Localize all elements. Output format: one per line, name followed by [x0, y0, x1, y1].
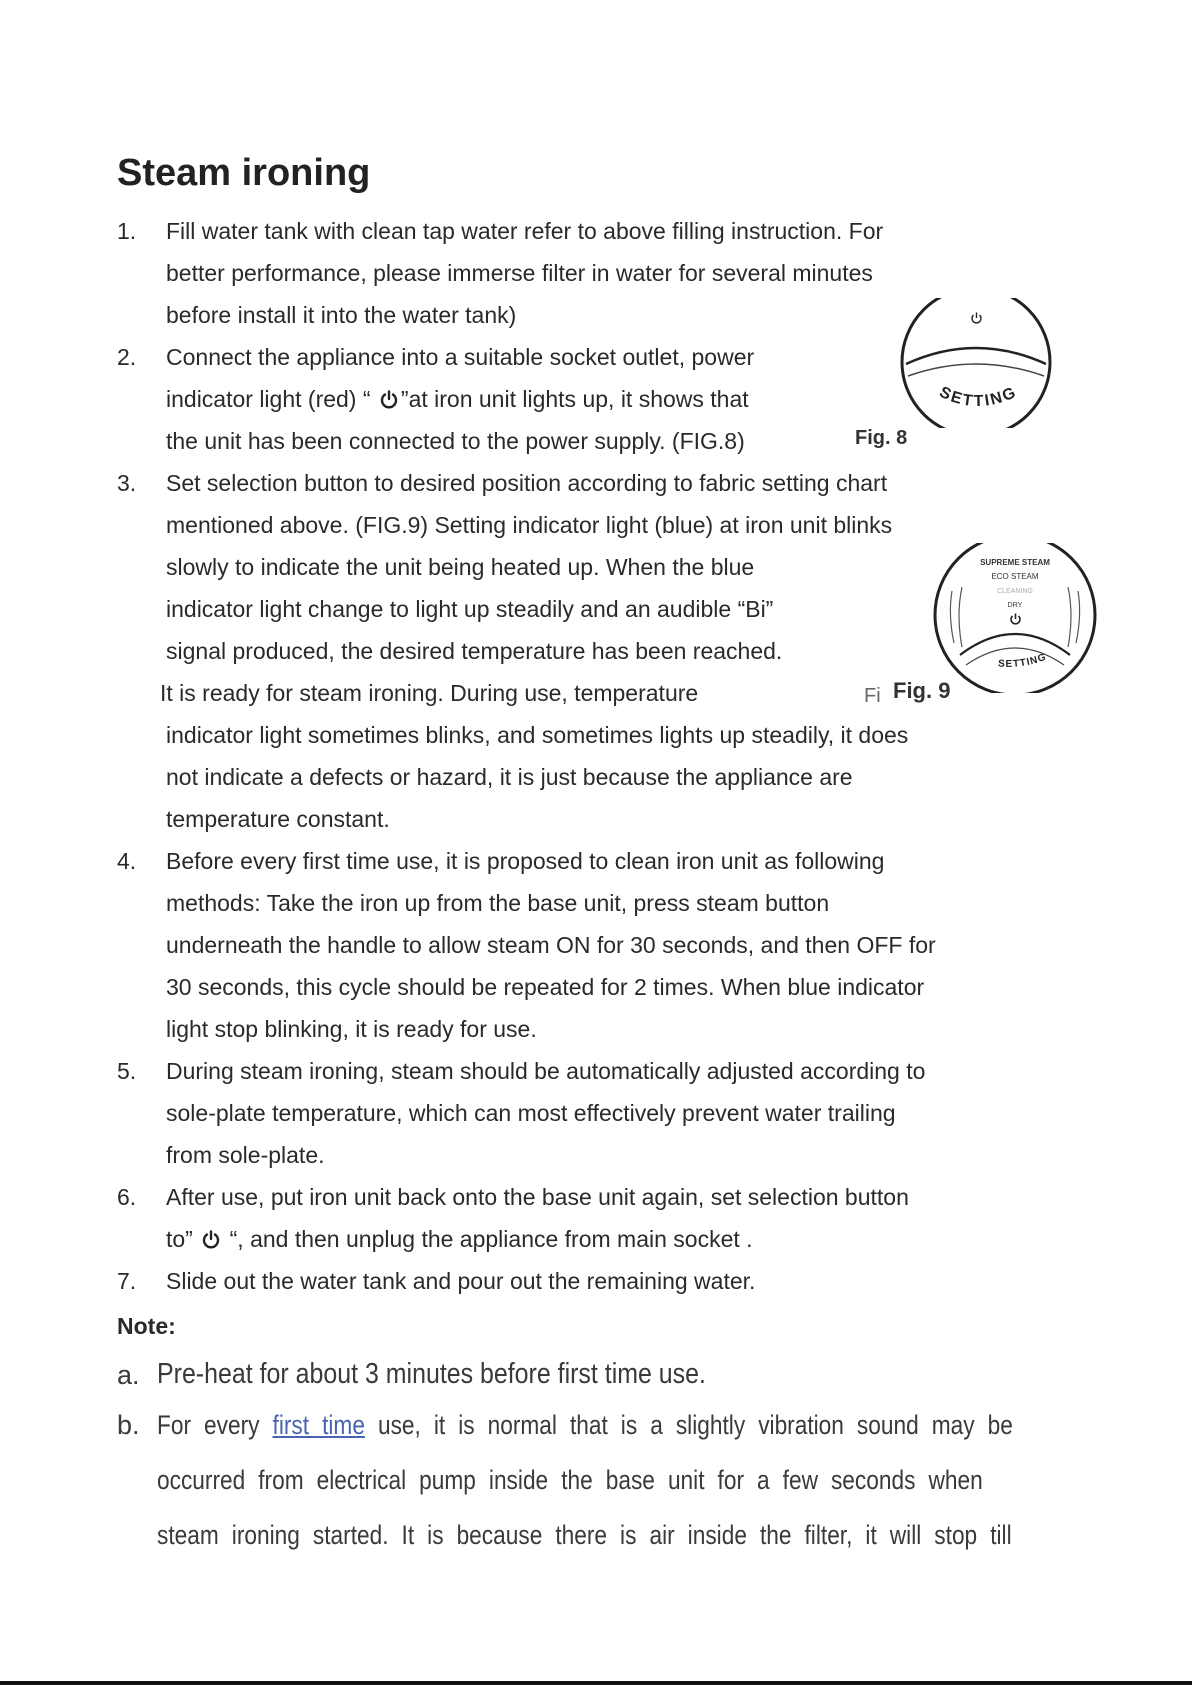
- page-title: Steam ironing: [117, 152, 371, 194]
- note-text: use, it is normal that is a slightly vibration sound may be: [364, 1410, 1013, 1440]
- step-number: 6.: [117, 1184, 137, 1210]
- fig8-dial-illustration: [900, 298, 1060, 428]
- step-line: [166, 1218, 1077, 1260]
- step-line: methods: Take the iron up from the base unit, press steam button: [166, 890, 830, 916]
- list-item: [117, 1260, 1077, 1302]
- power-icon: [379, 390, 399, 410]
- step-line: temperature constant.: [166, 806, 390, 832]
- step-line: sole-plate temperature, which can most effectively prevent water trailing: [166, 1100, 896, 1126]
- step-text: indicator light (red) “: [166, 386, 377, 412]
- step-line: the unit has been connected to the power supply. (FIG.8): [166, 428, 745, 454]
- step-line: 30 seconds, this cycle should be repeated for 2 times. When blue indicator: [166, 974, 925, 1000]
- step-line: indicator light sometimes blinks, and sometimes lights up steadily, it does: [166, 722, 909, 748]
- step-number: 4.: [117, 848, 137, 874]
- step-number: 7.: [117, 1268, 137, 1294]
- power-icon: [201, 1230, 221, 1250]
- step-line: before install it into the water tank): [166, 302, 517, 328]
- step-line: Connect the appliance into a suitable socket outlet, power: [166, 344, 755, 370]
- fig9-dial-illustration: [930, 543, 1100, 693]
- step-line: Fill water tank with clean tap water refer to above filling instruction. For: [166, 218, 884, 244]
- step-number: 1.: [117, 218, 137, 244]
- fig9-label: Fig. 9: [893, 678, 951, 703]
- step-line: indicator light change to light up steadily and an audible “Bi”: [166, 596, 774, 622]
- note-line: Pre-heat for about 3 minutes before first time use.: [157, 1358, 706, 1390]
- first-time-link[interactable]: first time: [272, 1410, 365, 1440]
- fig9-option: SUPREME STEAM: [980, 558, 1050, 567]
- step-line: slowly to indicate the unit being heated up. When the blue: [166, 554, 755, 580]
- step-line: light stop blinking, it is ready for use.: [166, 1016, 537, 1042]
- step-line: Set selection button to desired position according to fabric setting chart: [166, 470, 888, 496]
- list-item: [117, 840, 1077, 1050]
- note-letter: b.: [117, 1410, 140, 1440]
- step-text: ”at iron unit lights up, it shows that: [400, 386, 749, 412]
- fig9-option: CLEANING: [997, 588, 1033, 595]
- list-item: [117, 1350, 1077, 1398]
- note-line: steam ironing started. It is because there is air inside the filter, it will stop till: [157, 1520, 1012, 1550]
- step-text: to”: [166, 1226, 200, 1252]
- fig8-label: Fig. 8: [855, 427, 908, 449]
- step-line: During steam ironing, steam should be automatically adjusted according to: [166, 1058, 926, 1084]
- step-line: Before every first time use, it is proposed to clean iron unit as following: [166, 848, 885, 874]
- setting-label: SETTING: [997, 651, 1049, 670]
- step-line: better performance, please immerse filter in water for several minutes: [166, 260, 873, 286]
- note-line: occurred from electrical pump inside the base unit for a few seconds when: [157, 1465, 983, 1495]
- list-item: [117, 1050, 1077, 1176]
- setting-label: SETTING: [936, 383, 1020, 411]
- fig9-option: DRY: [1007, 602, 1023, 609]
- step-line: underneath the handle to allow steam ON for 30 seconds, and then OFF for: [166, 932, 936, 958]
- step-line: signal produced, the desired temperature has been reached.: [166, 638, 783, 664]
- fig9-stray-label: Fi: [864, 685, 881, 707]
- step-line: from sole-plate.: [166, 1142, 325, 1168]
- note-text: For every: [157, 1410, 273, 1440]
- step-line: It is ready for steam ironing. During use, temperature: [160, 680, 699, 706]
- step-number: 2.: [117, 344, 137, 370]
- page-bottom-border: [0, 1681, 1192, 1685]
- step-text: “, and then unplug the appliance from main socket .: [223, 1226, 753, 1252]
- note-line: [157, 1398, 1013, 1453]
- list-item: [117, 1176, 1077, 1260]
- step-number: 5.: [117, 1058, 137, 1084]
- list-item: [117, 1398, 1077, 1563]
- note-letter: a.: [117, 1360, 140, 1390]
- note-heading: Note:: [117, 1313, 176, 1339]
- fig9-option: ECO STEAM: [991, 572, 1039, 581]
- step-line: mentioned above. (FIG.9) Setting indicator light (blue) at iron unit blinks: [166, 512, 893, 538]
- step-line: After use, put iron unit back onto the base unit again, set selection button: [166, 1184, 909, 1210]
- step-line: Slide out the water tank and pour out the remaining water.: [166, 1268, 756, 1294]
- notes-list: [117, 1350, 1077, 1563]
- step-number: 3.: [117, 470, 137, 496]
- step-line: not indicate a defects or hazard, it is just because the appliance are: [166, 764, 853, 790]
